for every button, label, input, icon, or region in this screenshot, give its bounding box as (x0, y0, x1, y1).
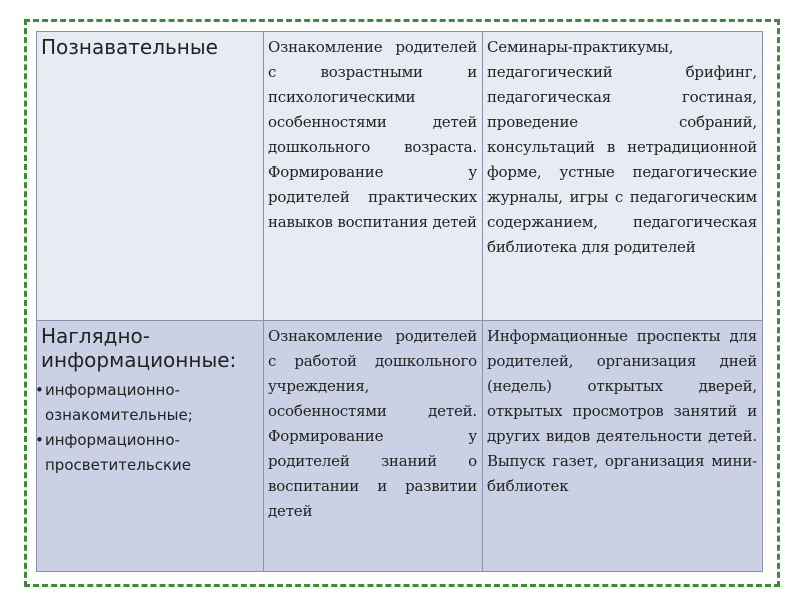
category-cell (37, 321, 264, 572)
list-item (37, 428, 258, 478)
category-label: Наглядно-информационные: (41, 324, 237, 372)
forms-cell: Семинары-практикумы, педагогический брифинг, педагогическая гостиная, проведение собраний, консультаций в нетрадиционной форме, устные педагогические журналы, игры с педагогическим содержанием, педагогическая библиотека для родителей (483, 32, 763, 321)
subcategory-label: информационно-ознакомительные; (45, 381, 193, 424)
category-cell (37, 32, 264, 321)
bullet-icon: • (35, 431, 44, 449)
table-row (37, 321, 763, 572)
table-row (37, 32, 763, 321)
forms-cell: Информационные проспекты для родителей, организация дней (недель) открытых дверей, открытых просмотров занятий и других видов деятельности детей. Выпуск газет, организация мини-библиотек (483, 321, 763, 572)
bullet-icon: • (35, 381, 44, 399)
subcategory-list (37, 378, 258, 478)
goals-cell: Ознакомление родителей с возрастными и психологическими особенностями детей дошкольного возраста. Формирование у родителей практических навыков воспитания детей (264, 32, 483, 321)
category-label: Познавательные (41, 35, 218, 59)
list-item (37, 378, 258, 428)
forms-table (36, 31, 763, 572)
subcategory-label: информационно-просветительские (45, 431, 191, 474)
goals-cell: Ознакомление родителей с работой дошкольного учреждения, особенностями детей. Формирование у родителей знаний о воспитании и развитии детей (264, 321, 483, 572)
